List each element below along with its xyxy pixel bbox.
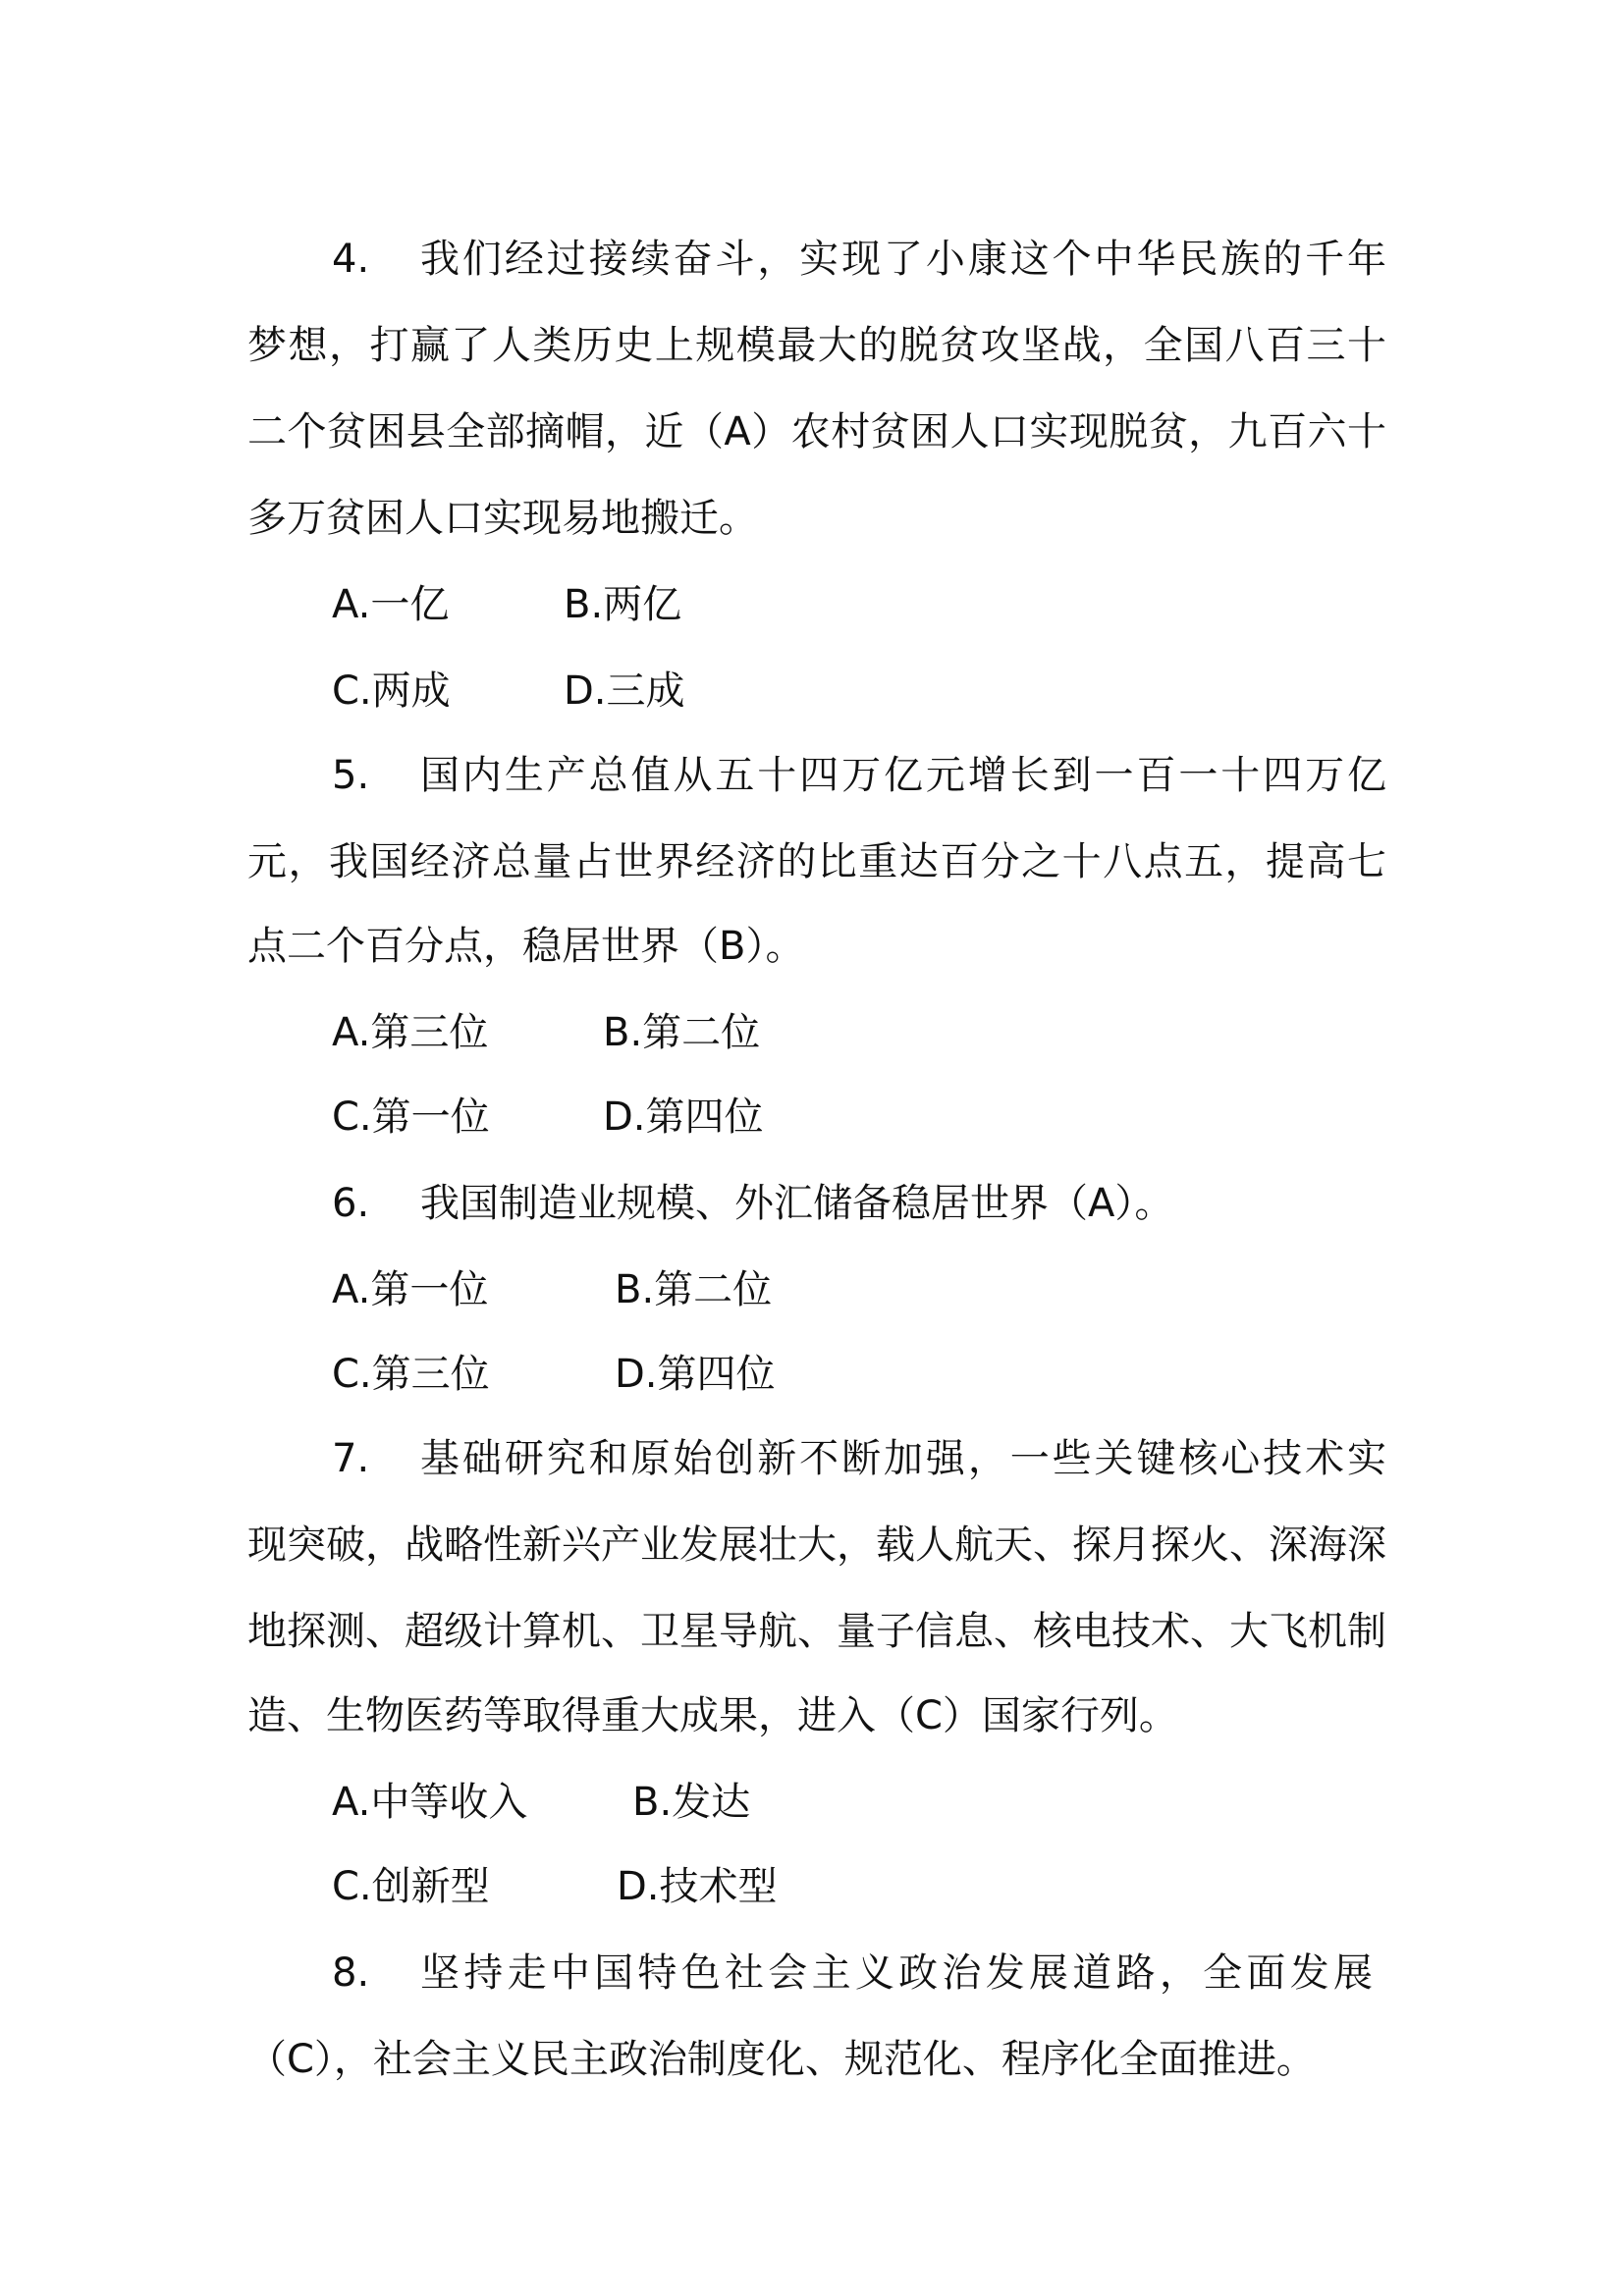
question-text-line: 点二个百分点，稳居世界（B）。 <box>247 924 805 969</box>
question-text-line: （C），社会主义民主政治制度化、规范化、程序化全面推进。 <box>247 2037 1316 2082</box>
question-number: 4. <box>332 237 370 282</box>
option-d: D.第四位 <box>615 1352 776 1397</box>
option-c: C.第三位 <box>332 1352 490 1397</box>
option-a: A.第一位 <box>332 1267 489 1312</box>
question-text-line: 多万贫困人口实现易地搬迁。 <box>247 496 758 541</box>
question-number: 7. <box>332 1436 370 1481</box>
question-text-line: 元，我国经济总量占世界经济的比重达百分之十八点五，提高七 <box>247 839 1386 884</box>
question-number: 6. <box>332 1181 370 1226</box>
question-text-line: 现突破，战略性新兴产业发展壮大，载人航天、探月探火、深海深 <box>247 1522 1386 1568</box>
question-text-line: 造、生物医药等取得重大成果，进入（C）国家行列。 <box>247 1693 1178 1738</box>
question-text-line: 地探测、超级计算机、卫星导航、量子信息、核电技术、大飞机制 <box>247 1609 1386 1654</box>
option-c: C.第一位 <box>332 1095 490 1140</box>
option-c: C.两成 <box>332 668 451 714</box>
option-a: A.第三位 <box>332 1010 489 1055</box>
question-number: 5. <box>332 753 370 798</box>
option-b: B.第二位 <box>615 1267 773 1312</box>
option-c: C.创新型 <box>332 1864 490 1909</box>
question-text-line: 梦想，打赢了人类历史上规模最大的脱贫攻坚战，全国八百三十 <box>247 323 1386 368</box>
question-text-line: 我们经过接续奋斗，实现了小康这个中华民族的千年 <box>420 237 1386 282</box>
question-text-line: 坚持走中国特色社会主义政治发展道路，全面发展 <box>420 1950 1373 1996</box>
option-b: B.第二位 <box>603 1010 761 1055</box>
question-text-line: 二个贫困县全部摘帽，近（A）农村贫困人口实现脱贫，九百六十 <box>247 409 1386 454</box>
option-d: D.技术型 <box>617 1864 778 1909</box>
option-d: D.三成 <box>564 668 685 714</box>
question-text-line: 我国制造业规模、外汇储备稳居世界（A）。 <box>420 1181 1174 1226</box>
option-a: A.中等收入 <box>332 1780 528 1825</box>
option-b: B.两亿 <box>564 582 682 627</box>
question-text-line: 国内生产总值从五十四万亿元增长到一百一十四万亿 <box>420 753 1386 798</box>
option-b: B.发达 <box>632 1780 751 1825</box>
option-d: D.第四位 <box>603 1095 764 1140</box>
question-number: 8. <box>332 1950 370 1996</box>
option-a: A.一亿 <box>332 582 450 627</box>
question-text-line: 基础研究和原始创新不断加强，一些关键核心技术实 <box>420 1436 1386 1481</box>
